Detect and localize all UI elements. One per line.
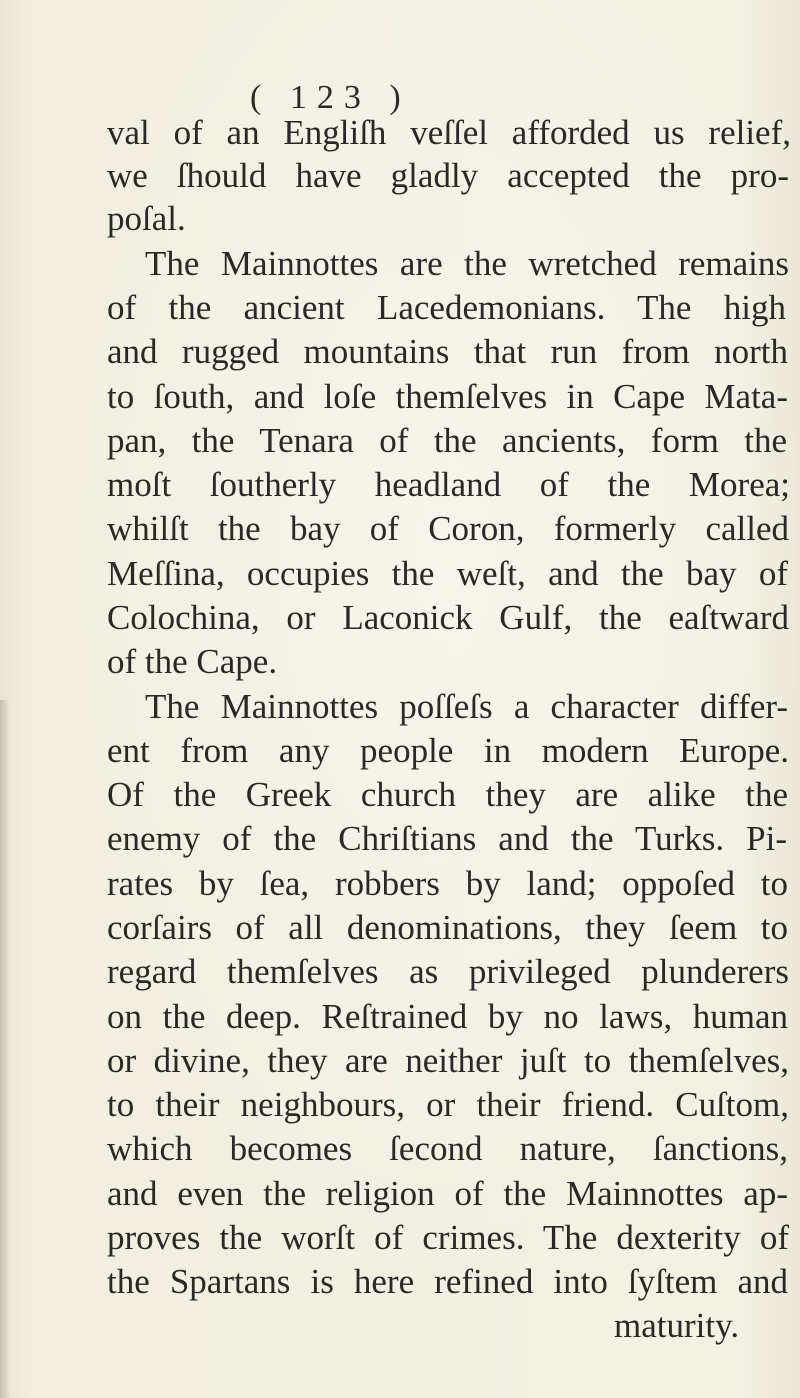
text-line: val of an Engliſh veſſel afforded us relief, bbox=[107, 113, 791, 152]
text-line: of the Cape. bbox=[107, 642, 278, 681]
text-line: corſairs of all denominations, they ſeem to bbox=[107, 908, 788, 947]
text-line: pan, the Tenara of the ancients, form the bbox=[107, 421, 787, 460]
text-line: enemy of the Chriſtians and the Turks. Pi- bbox=[107, 819, 787, 858]
text-line: and rugged mountains that run from north bbox=[107, 332, 788, 371]
text-line: whilſt the bay of Coron, formerly called bbox=[107, 509, 789, 548]
text-line: rates by ſea, robbers by land; oppoſed to bbox=[107, 864, 788, 903]
text-line: to ſouth, and loſe themſelves in Cape Mata- bbox=[107, 377, 788, 416]
text-line: or divine, they are neither juſt to themſelves, bbox=[107, 1041, 789, 1080]
text-line: the Spartans is here refined into ſyſtem and bbox=[107, 1262, 788, 1301]
text-line: moſt ſoutherly headland of the Morea; bbox=[107, 465, 790, 504]
text-line: of the ancient Lacedemonians. The high bbox=[107, 288, 786, 327]
text-line: poſal. bbox=[107, 199, 186, 238]
text-line: Meſſina, occupies the weſt, and the bay of bbox=[107, 554, 788, 593]
binding-shadow bbox=[0, 700, 10, 1398]
text-line: to their neighbours, or their friend. Cuſtom, bbox=[107, 1085, 789, 1124]
text-line: on the deep. Reſtrained by no laws, human bbox=[107, 997, 788, 1036]
text-line: we ſhould have gladly accepted the pro- bbox=[107, 156, 789, 195]
text-line: regard themſelves as privileged plunderers bbox=[107, 952, 789, 991]
text-line: Colochina, or Laconick Gulf, the eaſtward bbox=[107, 598, 789, 637]
text-line: The Mainnottes poſſeſs a character differ- bbox=[145, 687, 788, 726]
text-line: which becomes ſecond nature, ſanctions, bbox=[107, 1129, 788, 1168]
catchword: maturity. bbox=[614, 1306, 740, 1345]
text-line: and even the religion of the Mainnottes ap- bbox=[107, 1174, 788, 1213]
text-line: Of the Greek church they are alike the bbox=[107, 775, 788, 814]
text-line: The Mainnottes are the wretched remains bbox=[145, 244, 789, 283]
text-line: ent from any people in modern Europe. bbox=[107, 731, 789, 770]
text-line: proves the worſt of crimes. The dexterity of bbox=[107, 1218, 789, 1257]
page-number: ( 123 ) bbox=[250, 79, 411, 116]
